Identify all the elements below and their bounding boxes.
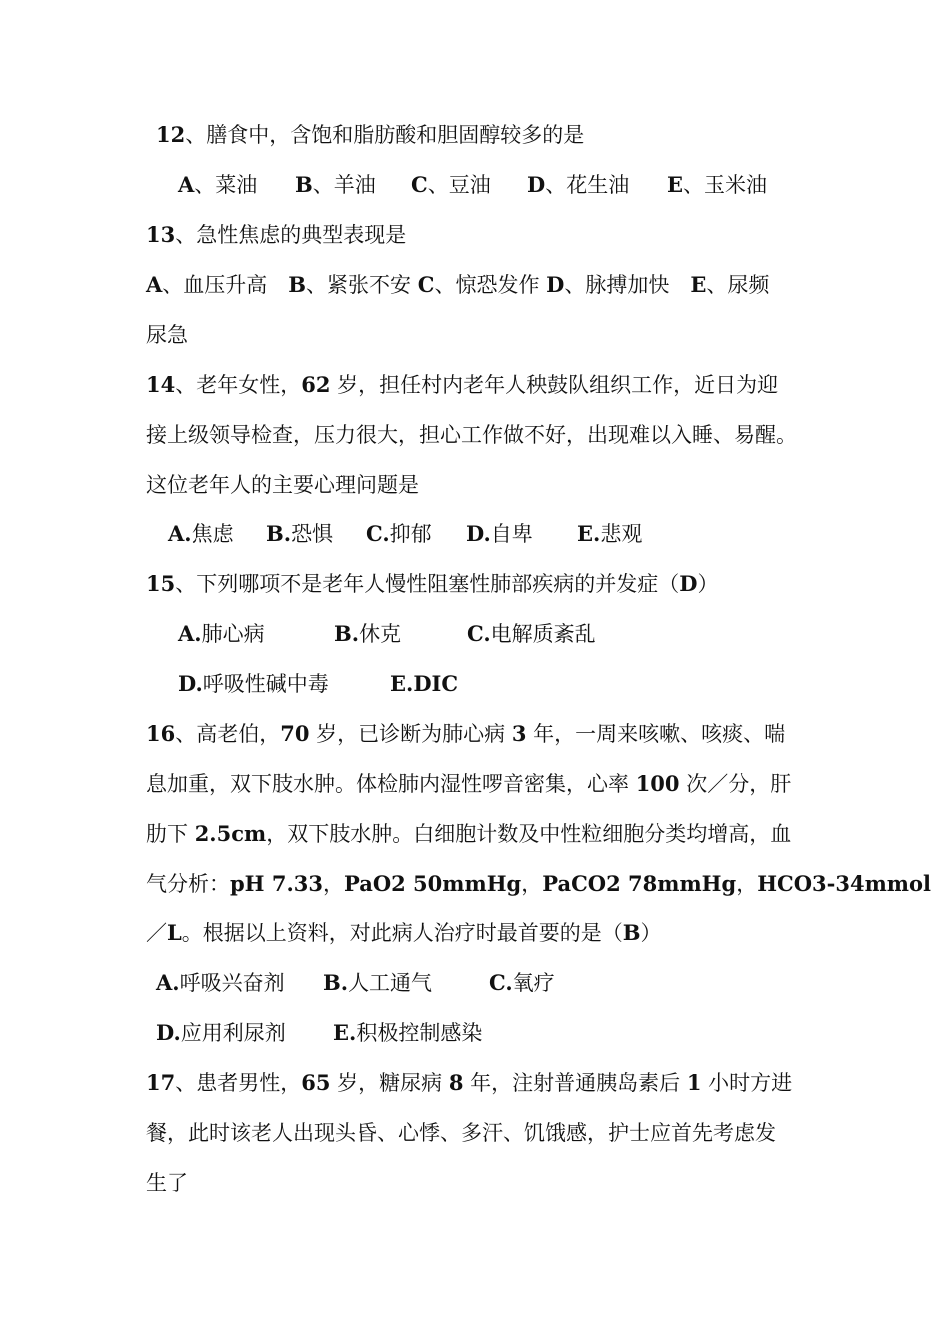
question-16-options-row-1 [156,958,826,1008]
question-16-options-row-2 [156,1008,826,1058]
question-14-stem-line-3: 这位老年人的主要心理问题是 [146,473,419,497]
option-b: B、羊油 [295,172,376,197]
option-d: D.应用利尿剂 [156,1020,286,1045]
option-d: D、花生油 [527,172,630,197]
question-16-stem-line-5: ／L。根据以上资料，对此病人治疗时最首要的是（B） [146,920,662,945]
option-c: C、豆油 [411,172,491,197]
question-16-stem-line-3: 肋下 2.5cm，双下肢水肿。白细胞计数及中性粒细胞分类均增高，血 [146,821,792,846]
question-13-options-wrap: 尿急 [146,323,188,347]
question-12-stem: 12、膳食中，含饱和脂肪酸和胆固醇较多的是 [156,122,585,147]
question-17-stem-line-1: 17、患者男性，65 岁，糖尿病 8 年，注射普通胰岛素后 1 小时方进 [146,1070,793,1095]
question-14-stem-line-2: 接上级领导检查，压力很大，担心工作做不好，出现难以入睡、易醒。 [146,423,797,447]
option-d: D.呼吸性碱中毒 [178,671,329,696]
option-e: E.积极控制感染 [333,1020,483,1045]
question-17-stem-line-3: 生了 [146,1171,188,1195]
option-c: C.氧疗 [489,970,555,995]
option-c: C.抑郁 [366,521,432,546]
question-15-options-row-1 [178,609,848,659]
question-12-options [178,160,848,210]
question-13-options: A、血压升高 B、紧张不安 C、惊恐发作 D、脉搏加快 E、尿频 [146,272,770,297]
option-a: A.焦虑 [168,521,234,546]
option-d: D.自卑 [466,521,533,546]
option-c: C.电解质紊乱 [467,621,596,646]
question-17-stem-line-2: 餐，此时该老人出现头昏、心悸、多汗、饥饿感，护士应首先考虑发 [146,1121,776,1145]
option-a: A、菜油 [178,172,258,197]
question-16-stem-line-2: 息加重，双下肢水肿。体检肺内湿性啰音密集，心率 100 次／分，肝 [146,771,792,796]
question-16-stem-line-4: 气分析：pH 7.33，PaO2 50mmHg，PaCO2 78mmHg，HCO3-34mmol [146,871,932,896]
question-15-stem: 15、下列哪项不是老年人慢性阻塞性肺部疾病的并发症（D） [146,571,719,596]
option-b: B.人工通气 [323,970,433,995]
option-a: A.呼吸兴奋剂 [156,970,285,995]
question-13-stem: 13、急性焦虑的典型表现是 [146,222,407,247]
option-e: E.悲观 [577,521,643,546]
option-e: E、玉米油 [667,172,768,197]
question-14-options [168,509,838,559]
option-b: B.休克 [334,621,402,646]
question-15-options-row-2 [178,659,848,709]
option-b: B.恐惧 [266,521,334,546]
option-a: A.肺心病 [178,621,265,646]
question-16-stem-line-1: 16、高老伯，70 岁，已诊断为肺心病 3 年，一周来咳嗽、咳痰、喘 [146,721,786,746]
question-14-stem-line-1: 14、老年女性，62 岁，担任村内老年人秧鼓队组织工作，近日为迎 [146,372,779,397]
option-e: E.DIC [390,671,459,696]
